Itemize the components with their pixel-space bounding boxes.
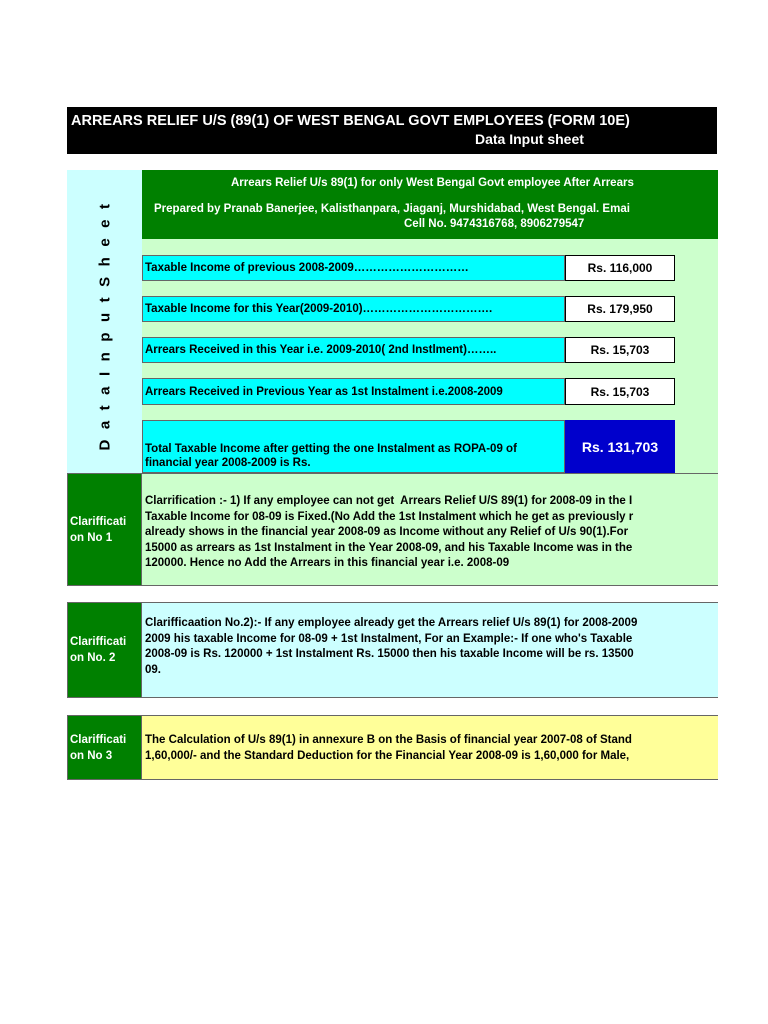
clarification-2-label: Clarifficati on No. 2: [67, 602, 142, 698]
vertical-label-cell: [67, 170, 142, 473]
spacer-strip: [142, 281, 675, 296]
arrears-current-label: Arrears Received in this Year i.e. 2009-2010( 2nd Instlment)……..: [142, 337, 565, 363]
spacer-strip: [142, 322, 675, 337]
spacer-strip: [142, 239, 718, 255]
title-bar: [67, 107, 717, 154]
arrears-current-value[interactable]: Rs. 15,703: [565, 337, 675, 363]
taxable-income-current-value[interactable]: Rs. 179,950: [565, 296, 675, 322]
clarification-3-text: The Calculation of U/s 89(1) in annexure B on the Basis of financial year 2007-08 of Stand 1,60,000/- and the Standard Deduction for the Financial Year 2008-09 is 1,60,000 for Male,: [142, 715, 718, 780]
arrears-previous-label: Arrears Received in Previous Year as 1st Instalment i.e.2008-2009: [142, 378, 565, 405]
header-line-1: Arrears Relief U/s 89(1) for only West Bengal Govt employee After Arrears: [231, 177, 634, 189]
arrears-previous-value[interactable]: Rs. 15,703: [565, 378, 675, 405]
clarification-1-label: Clarifficati on No 1: [67, 473, 142, 586]
spacer-strip-right: [675, 255, 718, 473]
page-subtitle: Data Input sheet: [475, 131, 584, 147]
header-line-2: Prepared by Pranab Banerjee, Kalisthanpara, Jiaganj, Murshidabad, West Bengal. Emai: [154, 203, 630, 215]
total-taxable-income-label: Total Taxable Income after getting the one Instalment as ROPA-09 of financial year 2008-2009 is Rs.: [142, 420, 565, 473]
taxable-income-current-label: Taxable Income for this Year(2009-2010)…………………………….: [142, 296, 565, 322]
header-box: [142, 170, 718, 239]
taxable-income-previous-label: Taxable Income of previous 2008-2009…………………………: [142, 255, 565, 281]
spacer-strip: [142, 405, 675, 420]
clarification-2-text: Clarifficaation No.2):- If any employee already get the Arrears relief U/s 89(1) for 2008-2009 2009 his taxable Income for 08-09 + 1st Instalment, For an Example:- If one who's Taxable 2008-09 is Rs. 120000 + 1st Instalment Rs. 15000 then his taxable Income will be rs. 13500 09.: [142, 602, 718, 698]
vertical-label-text: DataInputSheet: [96, 192, 113, 451]
spacer-strip: [142, 363, 675, 378]
clarification-1-text: Clarrification :- 1) If any employee can not get Arrears Relief U/S 89(1) for 2008-09 in the I Taxable Income for 08-09 is Fixed.(No Add the 1st Instalment which he get as previously r already shows in the financial year 2008-09 as Income without any Relief of U/s 90(1).For 15000 as arrears as 1st Instalment in the Year 2008-09, and his Taxable Income was in the 120000. Hence no Add the Arrears in this financial year i.e. 2008-09: [142, 473, 718, 586]
taxable-income-previous-value[interactable]: Rs. 116,000: [565, 255, 675, 281]
page-title: ARREARS RELIEF U/S (89(1) OF WEST BENGAL GOVT EMPLOYEES (FORM 10E): [71, 113, 630, 129]
total-taxable-income-value: Rs. 131,703: [565, 420, 675, 473]
header-line-3: Cell No. 9474316768, 8906279547: [404, 218, 585, 230]
clarification-3-label: Clarifficati on No 3: [67, 715, 142, 780]
